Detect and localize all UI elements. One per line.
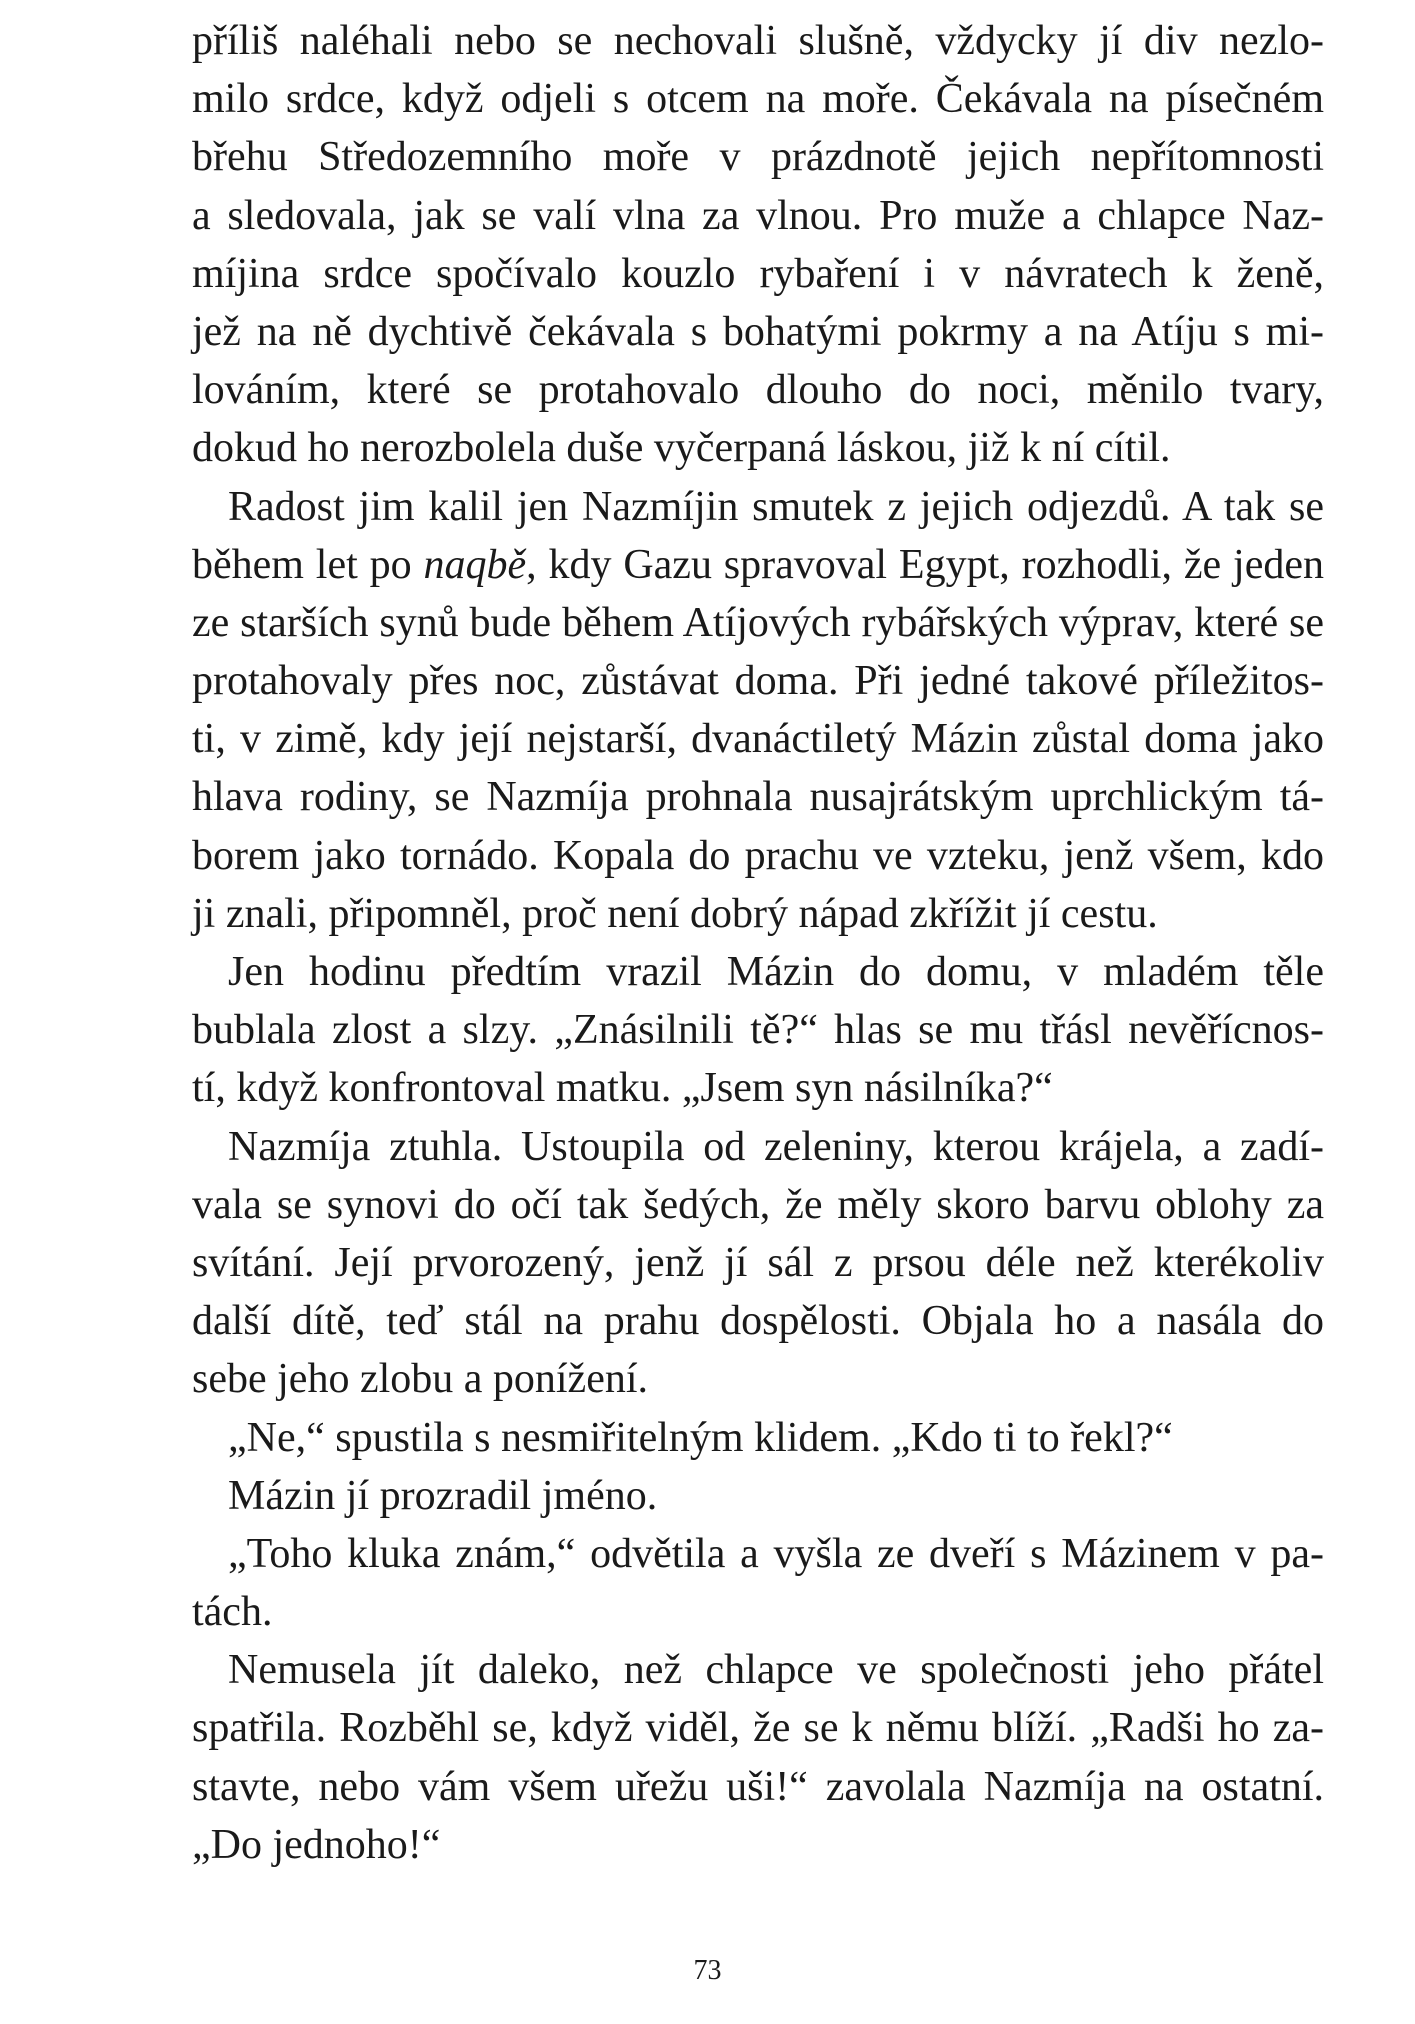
text-line: vala se synovi do očí tak šedých, že měly skoro barvu oblohy za — [192, 1181, 1324, 1228]
paragraph — [192, 943, 1324, 1118]
text-line: míjina srdce spočívalo kouzlo rybaření i v návratech k ženě, — [192, 250, 1324, 297]
text-line: Nazmíja ztuhla. Ustoupila od zeleniny, kterou krájela, a zadí- — [228, 1123, 1324, 1170]
text-line: břehu Středozemního moře v prázdnotě jejich nepřítomnosti — [192, 134, 1324, 181]
text-line: Radost jim kalil jen Nazmíjin smutek z jejich odjezdů. A tak se — [228, 483, 1324, 530]
text-line: „Ne,“ spustila s nesmiřitelným klidem. „Kdo ti to řekl?“ — [228, 1414, 1173, 1461]
text-line: „Toho kluka znám,“ odvětila a vyšla ze dveří s Mázinem v pa- — [228, 1530, 1324, 1577]
text-column — [192, 12, 1324, 1874]
text-line: Mázin jí prozradil jméno. — [228, 1472, 658, 1519]
text-line: Jen hodinu předtím vrazil Mázin do domu, v mladém těle — [228, 949, 1324, 995]
text-line: ji znali, připomněl, proč není dobrý nápad zkřížit jí cestu. — [192, 890, 1158, 937]
text-run: , kdy Gazu spravoval Egypt, rozhodli, že jeden — [526, 541, 1324, 588]
text-line: „Do jednoho!“ — [192, 1821, 441, 1868]
text-line: ze starších synů bude během Atíjových rybářských výprav, které se — [192, 599, 1324, 646]
text-line: stavte, nebo vám všem uřežu uši!“ zavolala Nazmíja na ostatní. — [192, 1763, 1324, 1810]
text-run: během let po — [192, 541, 424, 588]
text-line: dokud ho nerozbolela duše vyčerpaná láskou, již k ní cítil. — [192, 425, 1171, 472]
paragraph — [192, 1409, 1324, 1467]
text-line: příliš naléhali nebo se nechovali slušně, vždycky jí div nezlo- — [192, 18, 1324, 64]
text-line: tí, když konfrontoval matku. „Jsem syn násilníka?“ — [192, 1065, 1053, 1112]
text-line: ti, v zimě, kdy její nejstarší, dvanáctiletý Mázin zůstal doma jako — [192, 716, 1324, 763]
italic-term: naqbě — [423, 541, 527, 588]
text-line: protahovaly přes noc, zůstávat doma. Při jedné takové příležitos- — [192, 658, 1324, 705]
text-line: sebe jeho zlobu a ponížení. — [192, 1356, 649, 1403]
text-line: hlava rodiny, se Nazmíja prohnala nusajrátským uprchlickým tá- — [192, 774, 1324, 821]
text-line: a sledovala, jak se valí vlna za vlnou. Pro muže a chlapce Naz- — [192, 192, 1324, 239]
text-line: tách. — [192, 1589, 273, 1636]
text-line: svítání. Její prvorozený, jenž jí sál z prsou déle než kterékoliv — [192, 1239, 1324, 1286]
paragraph — [192, 12, 1324, 478]
paragraph — [192, 1525, 1324, 1641]
paragraph — [192, 1641, 1324, 1874]
paragraph — [192, 1118, 1324, 1409]
page-number: 73 — [693, 1955, 722, 1986]
paragraph — [192, 1467, 1324, 1525]
text-line: jež na ně dychtivě čekávala s bohatými pokrmy a na Atíju s mi- — [192, 308, 1324, 355]
text-line: Nemusela jít daleko, než chlapce ve společnosti jeho přátel — [228, 1647, 1324, 1694]
text-line: bublala zlost a slzy. „Znásilnili tě?“ hlas se mu třásl nevěřícnos- — [192, 1007, 1324, 1054]
text-line: borem jako tornádo. Kopala do prachu ve vzteku, jenž všem, kdo — [192, 832, 1324, 879]
text-line: lováním, které se protahovalo dlouho do noci, měnilo tvary, — [192, 367, 1324, 414]
text-line: další dítě, teď stál na prahu dospělosti. Objala ho a nasála do — [192, 1298, 1324, 1345]
text-line: milo srdce, když odjeli s otcem na moře. Čekávala na písečném — [192, 76, 1324, 123]
text-line — [192, 536, 1324, 594]
text-line: spatřila. Rozběhl se, když viděl, že se k němu blíží. „Radši ho za- — [192, 1705, 1324, 1752]
paragraph — [192, 478, 1324, 944]
